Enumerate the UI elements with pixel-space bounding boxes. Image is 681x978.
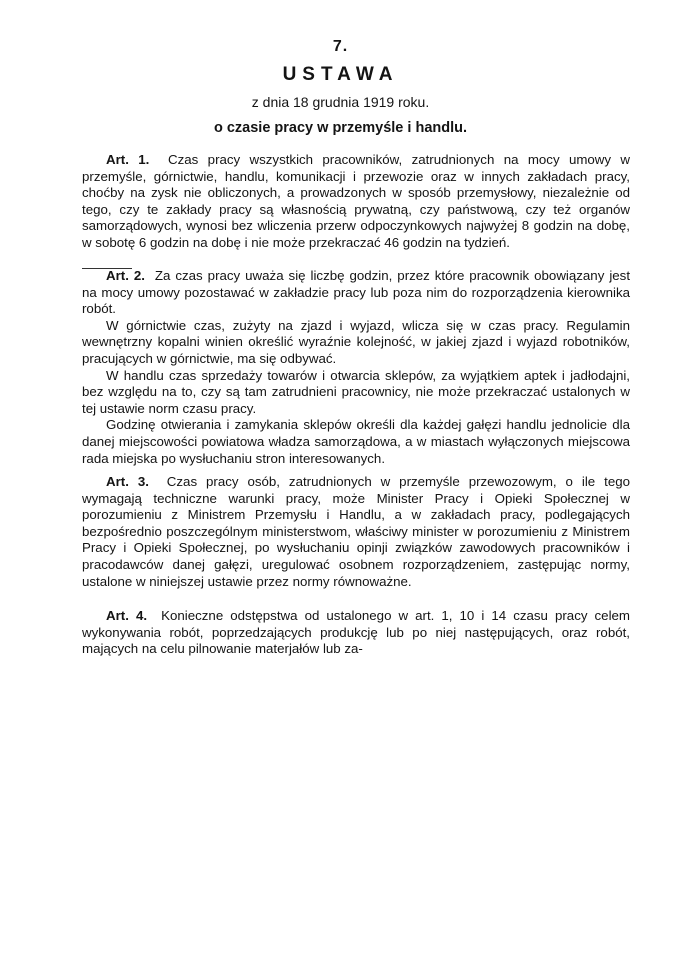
date-line: z dnia 18 grudnia 1919 roku. [251, 94, 430, 110]
article-3 [82, 474, 630, 590]
article-paragraph: W handlu czas sprzedaży towarów i otwarcia sklepów, za wyjątkiem aptek i jadłodajni, bez względu na to, czy są tam zatrudnieni pracownicy, nie może przekraczać ustalonych w tej ustawie norm czasu pracy. [82, 367, 630, 416]
article-paragraph: Art. 1. Czas pracy wszystkich pracowników, zatrudnionych na mocy umowy w przemyśle, górnictwie, handlu, komunikacji i przewozie oraz w innych zakładach pracy, choćby na zysk nie obliczonych, a prowadzonych w sposób przemysłowy, niezależnie od tego, czy te zakłady pracy są własnością prywatną, czy państwową, czy też organów samorządowych, wynosi bez wliczenia przerw odpoczynkowych najwyżej 8 godzin na dobę, w sobotę 6 godzin na dobę i nie może przekraczać 46 godzin na tydzień. [82, 152, 631, 250]
article-paragraph: Art. 3. Czas pracy osób, zatrudnionych w przemyśle przewozowym, o ile tego wymagają techniczne warunki pracy, może Minister Pracy i Opieki Społecznej w porozumieniu z Ministrem Przemysłu i Handlu, a w zakładach pracy, podlegających bezpośrednio poszczególnym ministerstwom, właściwy minister w porozumieniu z Ministrem Pracy i Opieki Społecznej, po wysłuchaniu opinji związków zawodowych pracowników i pracodawców danej gałęzi, uregulować osobnem rozporządzeniem, zastępując normy, ustalone w niniejszej ustawie przez normy równoważne. [82, 474, 631, 589]
article-label: Art. 4. [106, 608, 148, 623]
article-paragraph: Godzinę otwierania i zamykania sklepów określi dla każdej gałęzi handlu jednolicie dla danej miejscowości powiatowa władza samorządowa, a w miastach wyłączonych miejscowa rada miejska po wysłuchaniu stron interesowanych. [82, 417, 630, 466]
article-paragraph: W górnictwie czas, zużyty na zjazd i wyjazd, wlicza się w czas pracy. Regulamin wewnętrzny kopalni winien określić wyraźnie kolejność, w jakiej zjazd i wyjazd robotników, pracujących w górnictwie, ma się odbywać. [82, 317, 630, 366]
document-title: USTAWA [282, 64, 399, 85]
article-label: Art. 3. [106, 474, 149, 489]
article-label: Art. 2. [106, 268, 145, 283]
article-paragraph: Art. 4. Konieczne odstępstwa od ustalonego w art. 1, 10 i 14 czasu pracy celem wykonywania robót, poprzedzających produkcję lub po niej następujących, oraz robót, mających na celu pilnowanie materjałów lub za- [82, 608, 631, 657]
article-label: Art. 1. [106, 152, 150, 167]
article-2 [82, 268, 630, 467]
subject-line: o czasie pracy w przemyśle i handlu. [213, 120, 468, 136]
article-1 [82, 152, 630, 252]
article-4 [82, 608, 630, 658]
article-paragraph: Art. 2. Za czas pracy uważa się liczbę godzin, przez które pracownik obowiązany jest na mocy umowy pozostawać w zakładzie pracy lub poza nim do rozporządzenia kierownika robót. [82, 268, 631, 317]
document-number: 7. [332, 38, 349, 55]
